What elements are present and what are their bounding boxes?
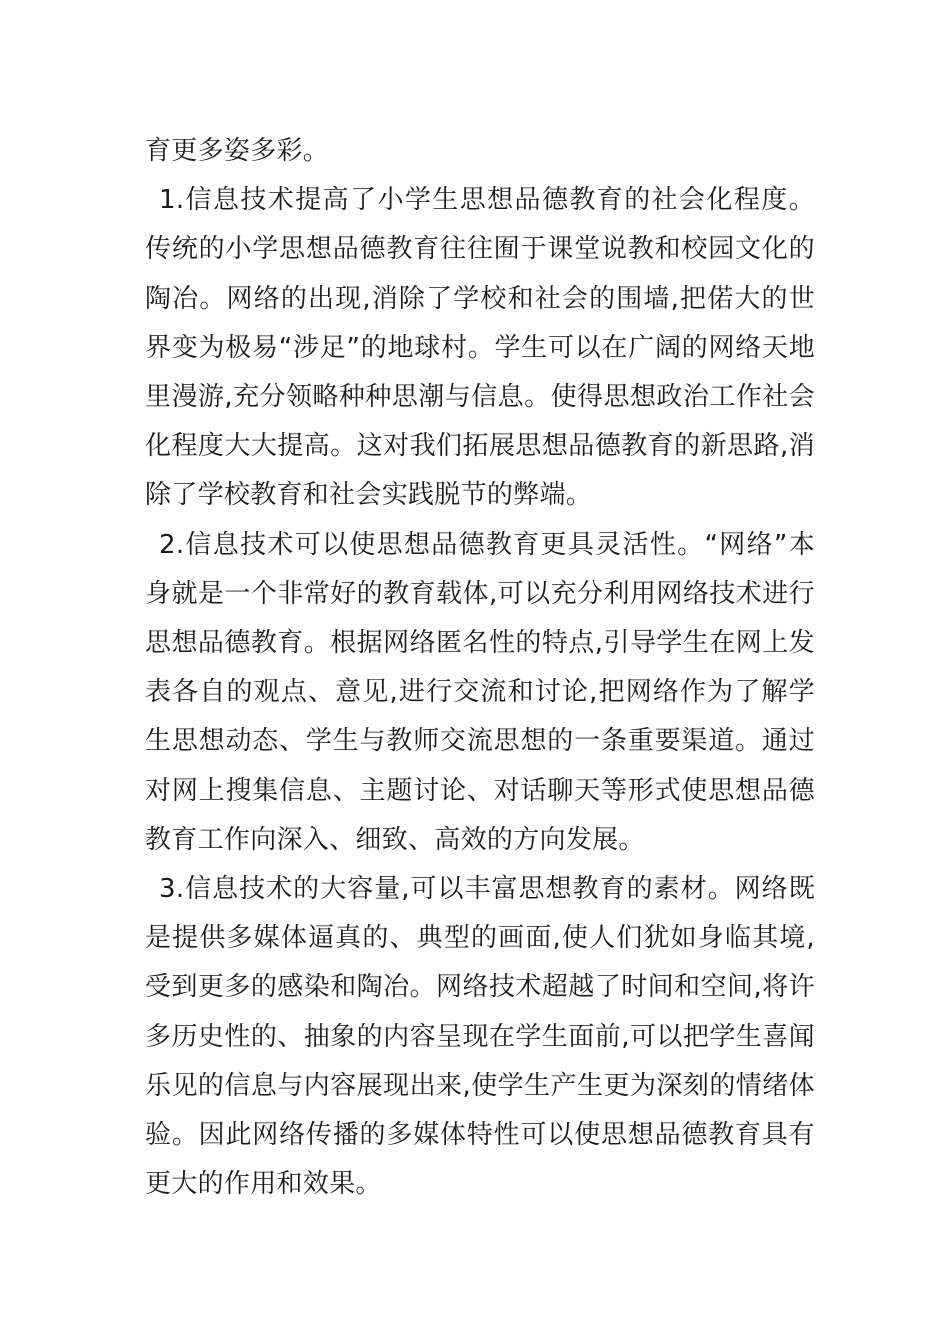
paragraph-point-3: 3.信息技术的大容量,可以丰富思想教育的素材。网络既是提供多媒体逼真的、典型的画面,使人们犹如身临其境,受到更多的感染和陶冶。网络技术超越了时间和空间,将许多历史性的、抽象的内容呈现在学生面前,可以把学生喜闻乐见的信息与内容展现出来,使学生产生更为深刻的情绪体验。因此网络传播的多媒体特性可以使思想品德教育具有更大的作用和效果。 — [145, 874, 815, 1200]
document-body — [145, 127, 815, 1209]
paragraph-point-2: 2.信息技术可以使思想品德教育更具灵活性。“网络”本身就是一个非常好的教育载体,可以充分利用网络技术进行思想品德教育。根据网络匿名性的特点,引导学生在网上发表各自的观点、意见,进行交流和讨论,把网络作为了解学生思想动态、学生与教师交流思想的一条重要渠道。通过对网上搜集信息、主题讨论、对话聊天等形式使思想品德教育工作向深入、细致、高效的方向发展。 — [145, 529, 815, 855]
paragraph-continuation: 育更多姿多彩。 — [145, 136, 330, 166]
paragraph-point-1: 1.信息技术提高了小学生思想品德教育的社会化程度。传统的小学思想品德教育往往囿于课堂说教和校园文化的陶冶。网络的出现,消除了学校和社会的围墙,把偌大的世界变为极易“涉足”的地球村。学生可以在广阔的网络天地里漫游,充分领略种种思潮与信息。使得思想政治工作社会化程度大大提高。这对我们拓展思想品德教育的新思路,消除了学校教育和社会实践脱节的弊端。 — [145, 185, 815, 511]
